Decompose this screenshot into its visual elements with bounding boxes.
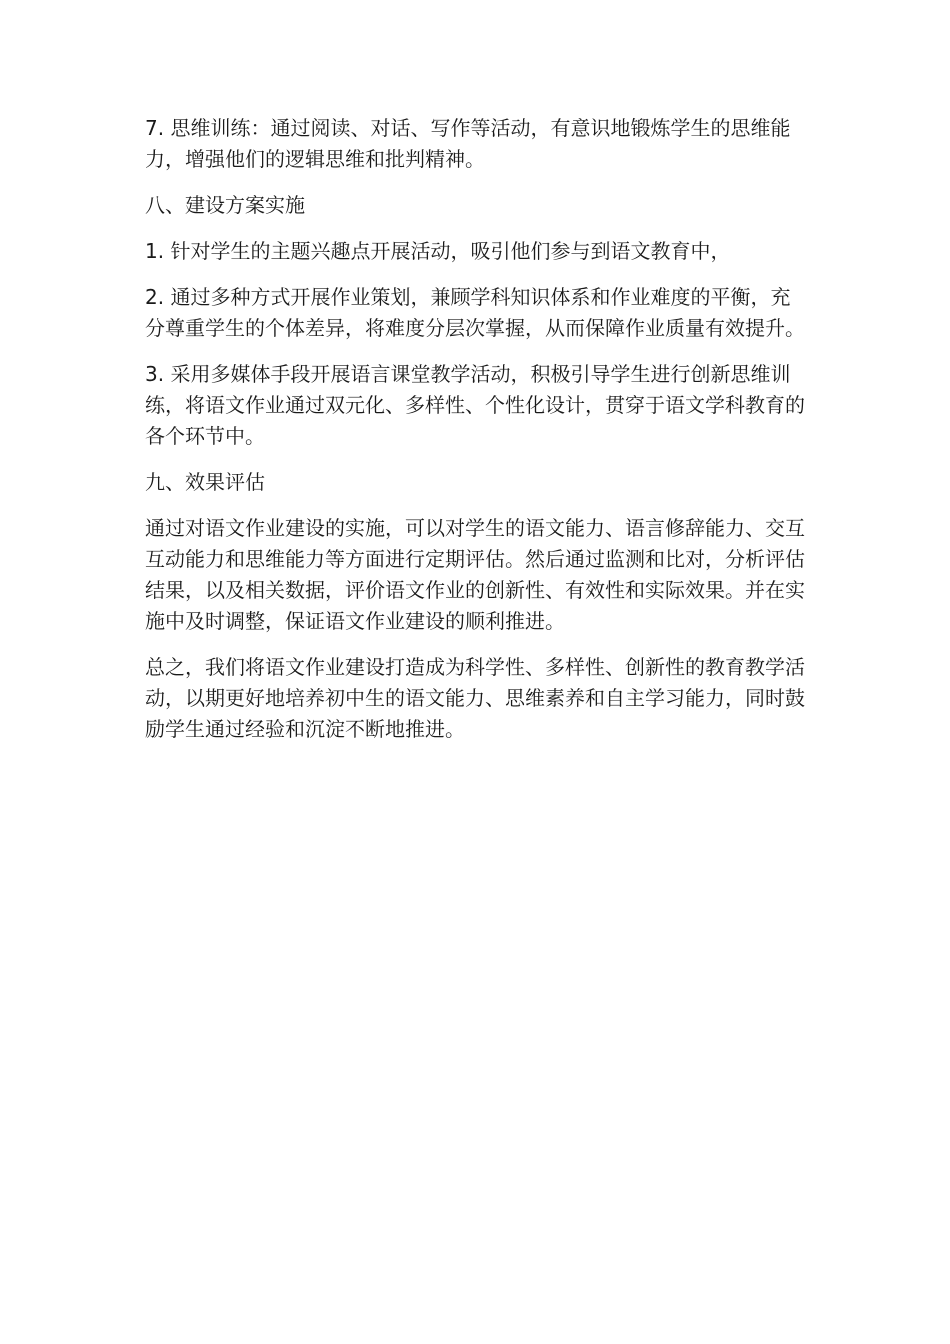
section-heading-9: 九、效果评估 <box>145 470 265 494</box>
item-7-thinking-training: 7. 思维训练：通过阅读、对话、写作等活动，有意识地锻炼学生的思维能力，增强他们的逻辑思维和批判精神。 <box>145 116 791 171</box>
item-2-homework-planning: 2. 通过多种方式开展作业策划，兼顾学科知识体系和作业难度的平衡，充分尊重学生的个体差异，将难度分层次掌握，从而保障作业质量有效提升。 <box>145 285 805 340</box>
item-3-multimedia-teaching: 3. 采用多媒体手段开展语言课堂教学活动，积极引导学生进行创新思维训练，将语文作业通过双元化、多样性、个性化设计，贯穿于语文学科教育的各个环节中。 <box>145 362 805 448</box>
evaluation-paragraph: 通过对语文作业建设的实施，可以对学生的语文能力、语言修辞能力、交互互动能力和思维能力等方面进行定期评估。然后通过监测和比对，分析评估结果，以及相关数据，评价语文作业的创新性、有效性和实际效果。并在实施中及时调整，保证语文作业建设的顺利推进。 <box>145 516 805 633</box>
document-body <box>145 113 807 760</box>
conclusion-paragraph: 总之，我们将语文作业建设打造成为科学性、多样性、创新性的教育教学活动，以期更好地培养初中生的语文能力、思维素养和自主学习能力，同时鼓励学生通过经验和沉淀不断地推进。 <box>145 655 805 741</box>
item-1-activities: 1. 针对学生的主题兴趣点开展活动，吸引他们参与到语文教育中， <box>145 239 731 263</box>
section-heading-8: 八、建设方案实施 <box>145 193 305 217</box>
